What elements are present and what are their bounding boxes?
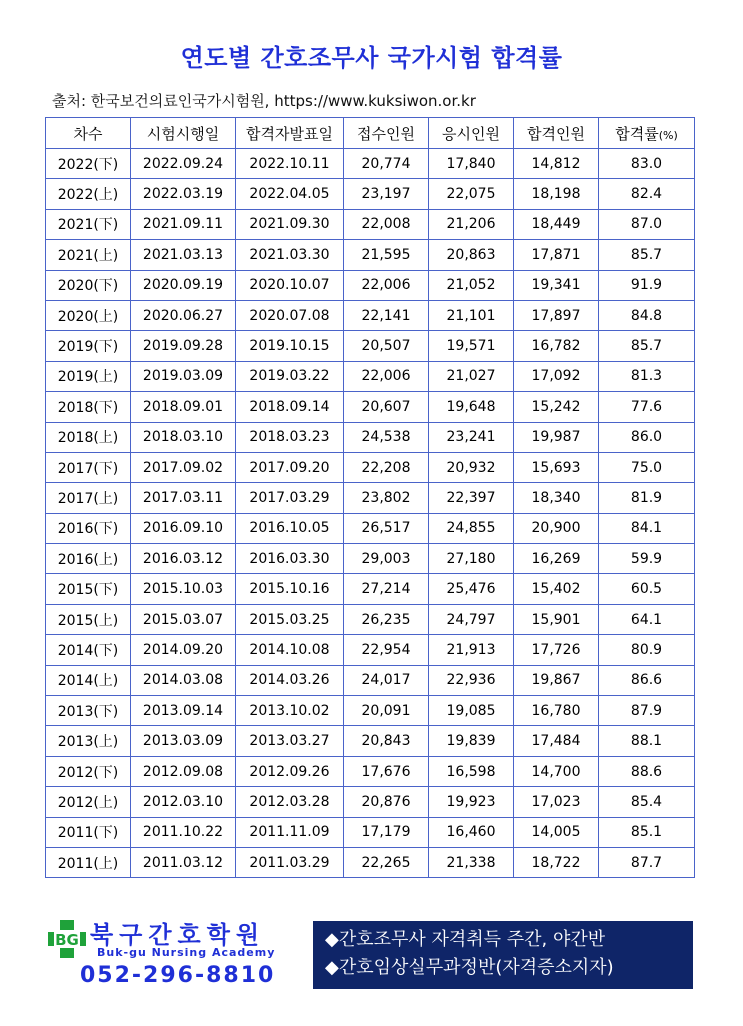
cell-passers: 20,900 [514,513,599,543]
cell-announce-date: 2016.03.30 [236,544,344,574]
cell-pass-rate: 88.6 [599,756,695,786]
table-row [46,604,695,634]
cell-pass-rate: 85.7 [599,331,695,361]
promo-box [313,921,693,989]
cell-exam-date: 2011.10.22 [131,817,236,847]
cell-exam-date: 2013.03.09 [131,726,236,756]
cell-examinees: 16,598 [429,756,514,786]
header-pass-rate-unit: (%) [658,128,678,142]
table-row [46,665,695,695]
cell-applicants: 20,091 [344,696,429,726]
cell-applicants: 26,517 [344,513,429,543]
table-row [46,361,695,391]
cell-round: 2016(上) [46,544,131,574]
academy-phone: 052-296-8810 [80,963,276,988]
cell-announce-date: 2021.09.30 [236,209,344,239]
cell-exam-date: 2014.09.20 [131,635,236,665]
cell-announce-date: 2022.10.11 [236,149,344,179]
academy-name: 북구간호학원 [90,921,266,949]
table-row [46,817,695,847]
cell-exam-date: 2015.03.07 [131,604,236,634]
cell-announce-date: 2019.03.22 [236,361,344,391]
cell-examinees: 19,839 [429,726,514,756]
cell-passers: 19,867 [514,665,599,695]
cell-round: 2019(上) [46,361,131,391]
cell-round: 2016(下) [46,513,131,543]
table-row [46,635,695,665]
cell-round: 2022(上) [46,179,131,209]
cell-applicants: 22,208 [344,452,429,482]
cell-pass-rate: 88.1 [599,726,695,756]
cell-pass-rate: 80.9 [599,635,695,665]
cell-applicants: 22,954 [344,635,429,665]
cell-applicants: 22,006 [344,270,429,300]
cell-exam-date: 2015.10.03 [131,574,236,604]
cell-examinees: 21,027 [429,361,514,391]
cell-examinees: 22,397 [429,483,514,513]
table-row [46,209,695,239]
cell-round: 2021(上) [46,240,131,270]
cell-passers: 15,693 [514,452,599,482]
cell-pass-rate: 64.1 [599,604,695,634]
cell-examinees: 20,863 [429,240,514,270]
cell-pass-rate: 87.0 [599,209,695,239]
header-passers: 합격인원 [514,118,599,149]
cell-examinees: 19,923 [429,787,514,817]
cell-exam-date: 2020.06.27 [131,300,236,330]
header-pass-rate [599,118,695,149]
cell-announce-date: 2012.09.26 [236,756,344,786]
cell-announce-date: 2020.07.08 [236,300,344,330]
cell-examinees: 21,101 [429,300,514,330]
page-title: 연도별 간호조무사 국가시험 합격률 [180,44,563,72]
cell-passers: 16,782 [514,331,599,361]
cell-pass-rate: 85.7 [599,240,695,270]
header-round: 차수 [46,118,131,149]
cell-exam-date: 2012.09.08 [131,756,236,786]
cell-examinees: 22,075 [429,179,514,209]
cell-pass-rate: 81.9 [599,483,695,513]
cell-announce-date: 2019.10.15 [236,331,344,361]
cell-exam-date: 2021.03.13 [131,240,236,270]
table-row [46,270,695,300]
table-row [46,696,695,726]
cell-examinees: 16,460 [429,817,514,847]
cell-announce-date: 2018.03.23 [236,422,344,452]
cell-round: 2021(下) [46,209,131,239]
cell-announce-date: 2021.03.30 [236,240,344,270]
cell-passers: 19,341 [514,270,599,300]
cell-passers: 15,242 [514,392,599,422]
cell-applicants: 21,595 [344,240,429,270]
table-row [46,787,695,817]
cell-round: 2015(上) [46,604,131,634]
cell-exam-date: 2018.09.01 [131,392,236,422]
cell-passers: 17,023 [514,787,599,817]
cell-applicants: 20,774 [344,149,429,179]
table-row [46,847,695,877]
table-row [46,756,695,786]
cell-announce-date: 2022.04.05 [236,179,344,209]
cell-round: 2013(上) [46,726,131,756]
cell-exam-date: 2011.03.12 [131,847,236,877]
cell-examinees: 19,571 [429,331,514,361]
cell-exam-date: 2022.03.19 [131,179,236,209]
cell-examinees: 21,206 [429,209,514,239]
cell-round: 2014(上) [46,665,131,695]
cell-applicants: 23,802 [344,483,429,513]
table-row [46,726,695,756]
cell-round: 2017(上) [46,483,131,513]
cell-pass-rate: 86.6 [599,665,695,695]
cell-examinees: 24,855 [429,513,514,543]
cell-exam-date: 2019.09.28 [131,331,236,361]
cell-exam-date: 2020.09.19 [131,270,236,300]
cell-exam-date: 2022.09.24 [131,149,236,179]
cell-exam-date: 2014.03.08 [131,665,236,695]
cell-applicants: 22,141 [344,300,429,330]
cell-announce-date: 2013.10.02 [236,696,344,726]
cell-applicants: 22,006 [344,361,429,391]
cell-announce-date: 2017.03.29 [236,483,344,513]
cell-round: 2015(下) [46,574,131,604]
cell-examinees: 19,648 [429,392,514,422]
cell-examinees: 19,085 [429,696,514,726]
cell-passers: 19,987 [514,422,599,452]
cell-pass-rate: 85.1 [599,817,695,847]
cell-applicants: 20,876 [344,787,429,817]
cell-applicants: 27,214 [344,574,429,604]
cell-pass-rate: 75.0 [599,452,695,482]
cell-announce-date: 2011.11.09 [236,817,344,847]
cell-examinees: 25,476 [429,574,514,604]
cell-round: 2012(上) [46,787,131,817]
cell-passers: 14,005 [514,817,599,847]
cell-pass-rate: 87.9 [599,696,695,726]
header-exam-date: 시험시행일 [131,118,236,149]
table-row [46,300,695,330]
cell-pass-rate: 84.8 [599,300,695,330]
cell-applicants: 17,179 [344,817,429,847]
cell-exam-date: 2012.03.10 [131,787,236,817]
table-row [46,422,695,452]
cell-examinees: 22,936 [429,665,514,695]
cell-exam-date: 2016.03.12 [131,544,236,574]
cell-round: 2020(下) [46,270,131,300]
cell-round: 2011(上) [46,847,131,877]
cell-passers: 15,402 [514,574,599,604]
cell-applicants: 24,538 [344,422,429,452]
cell-exam-date: 2018.03.10 [131,422,236,452]
cell-announce-date: 2016.10.05 [236,513,344,543]
promo-line-1: ◆간호조무사 자격취득 주간, 야간반 [325,929,606,950]
cell-round: 2022(下) [46,149,131,179]
cell-round: 2019(下) [46,331,131,361]
cell-passers: 16,269 [514,544,599,574]
cell-applicants: 26,235 [344,604,429,634]
cell-round: 2018(下) [46,392,131,422]
cell-examinees: 21,913 [429,635,514,665]
cell-round: 2017(下) [46,452,131,482]
cell-pass-rate: 60.5 [599,574,695,604]
table-row [46,483,695,513]
cell-passers: 17,726 [514,635,599,665]
cell-exam-date: 2021.09.11 [131,209,236,239]
cell-announce-date: 2014.03.26 [236,665,344,695]
cell-pass-rate: 84.1 [599,513,695,543]
cell-round: 2013(下) [46,696,131,726]
academy-logo-icon [48,920,86,958]
cell-round: 2014(下) [46,635,131,665]
header-pass-rate-label: 합격률 [615,124,659,143]
cell-examinees: 20,932 [429,452,514,482]
cell-examinees: 21,052 [429,270,514,300]
pass-rate-table [45,117,695,878]
cell-announce-date: 2015.03.25 [236,604,344,634]
cell-passers: 18,722 [514,847,599,877]
header-applicants: 접수인원 [344,118,429,149]
cell-round: 2020(上) [46,300,131,330]
cell-applicants: 23,197 [344,179,429,209]
cell-passers: 18,198 [514,179,599,209]
cell-passers: 18,340 [514,483,599,513]
cell-applicants: 24,017 [344,665,429,695]
cell-examinees: 17,840 [429,149,514,179]
cell-announce-date: 2017.09.20 [236,452,344,482]
cell-passers: 17,092 [514,361,599,391]
cell-examinees: 24,797 [429,604,514,634]
cell-pass-rate: 86.0 [599,422,695,452]
cell-examinees: 21,338 [429,847,514,877]
cell-announce-date: 2012.03.28 [236,787,344,817]
cell-passers: 18,449 [514,209,599,239]
table-row [46,452,695,482]
cell-announce-date: 2018.09.14 [236,392,344,422]
table-row [46,149,695,179]
cell-announce-date: 2013.03.27 [236,726,344,756]
cell-pass-rate: 91.9 [599,270,695,300]
cell-applicants: 17,676 [344,756,429,786]
cell-examinees: 27,180 [429,544,514,574]
cell-announce-date: 2020.10.07 [236,270,344,300]
table-body [46,149,695,878]
cell-pass-rate: 59.9 [599,544,695,574]
cell-pass-rate: 77.6 [599,392,695,422]
cell-passers: 15,901 [514,604,599,634]
cell-applicants: 22,265 [344,847,429,877]
source-citation: 출처: 한국보건의료인국가시험원, https://www.kuksiwon.or.kr [52,92,476,110]
cell-pass-rate: 82.4 [599,179,695,209]
cell-exam-date: 2019.03.09 [131,361,236,391]
cell-announce-date: 2015.10.16 [236,574,344,604]
cell-passers: 16,780 [514,696,599,726]
cell-round: 2012(下) [46,756,131,786]
table-row [46,179,695,209]
table-row [46,513,695,543]
table-row [46,544,695,574]
table-row [46,574,695,604]
header-announce-date: 합격자발표일 [236,118,344,149]
cell-applicants: 20,843 [344,726,429,756]
table-header-row [46,118,695,149]
cell-round: 2018(上) [46,422,131,452]
academy-logo-text: BG [55,931,79,949]
cell-passers: 17,897 [514,300,599,330]
table-row [46,331,695,361]
header-examinees: 응시인원 [429,118,514,149]
cell-applicants: 20,507 [344,331,429,361]
cell-pass-rate: 85.4 [599,787,695,817]
cell-announce-date: 2011.03.29 [236,847,344,877]
cell-passers: 17,871 [514,240,599,270]
cell-announce-date: 2014.10.08 [236,635,344,665]
cell-exam-date: 2013.09.14 [131,696,236,726]
cell-pass-rate: 81.3 [599,361,695,391]
cell-exam-date: 2017.09.02 [131,452,236,482]
table-row [46,240,695,270]
cell-exam-date: 2017.03.11 [131,483,236,513]
cell-applicants: 22,008 [344,209,429,239]
cell-passers: 17,484 [514,726,599,756]
cell-exam-date: 2016.09.10 [131,513,236,543]
cell-applicants: 20,607 [344,392,429,422]
cell-passers: 14,700 [514,756,599,786]
academy-english-name: Buk-gu Nursing Academy [97,946,276,959]
cell-applicants: 29,003 [344,544,429,574]
cell-examinees: 23,241 [429,422,514,452]
cell-pass-rate: 87.7 [599,847,695,877]
cell-pass-rate: 83.0 [599,149,695,179]
table-row [46,392,695,422]
cell-passers: 14,812 [514,149,599,179]
promo-line-2: ◆간호임상실무과정반(자격증소지자) [325,957,614,978]
cell-round: 2011(下) [46,817,131,847]
